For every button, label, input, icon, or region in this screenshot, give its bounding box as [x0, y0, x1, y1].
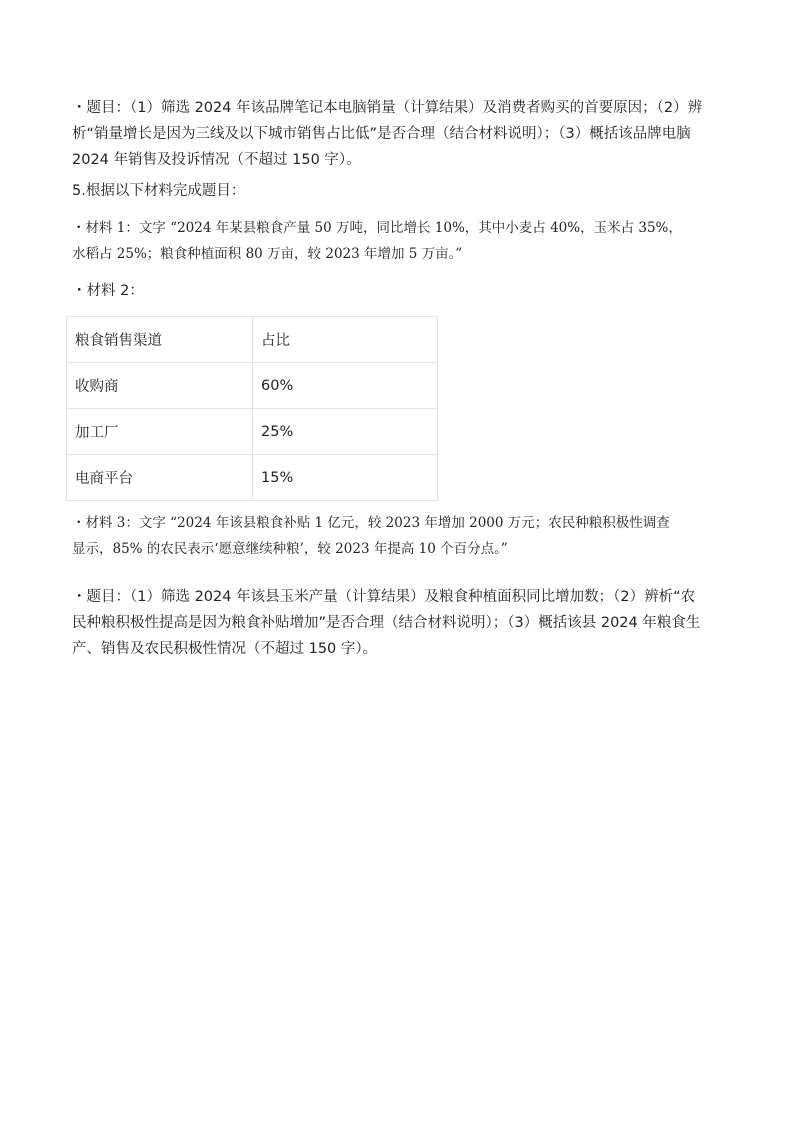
text-line: ・材料 3：文字 “2024 年该县粮食补贴 1 亿元，较 2023 年增加 2000 万元；农民种粮积极性调查	[72, 515, 670, 531]
text-line: ・题目：（1）筛选 2024 年该县玉米产量（计算结果）及粮食种植面积同比增加数；（2）辨析“农	[72, 589, 696, 605]
table-header-cell: 粮食销售渠道	[67, 317, 253, 363]
material-3	[72, 510, 728, 562]
label-text: ・材料 2：	[72, 283, 144, 299]
table-header-cell: 占比	[253, 317, 438, 363]
table-row	[67, 363, 438, 409]
question-4-prompt	[72, 95, 728, 173]
table-row	[67, 455, 438, 501]
table-row	[67, 409, 438, 455]
heading-text: 5.根据以下材料完成题目：	[72, 183, 246, 199]
table-cell: 加工厂	[67, 409, 253, 455]
text-line: 水稻占 25%；粮食种植面积 80 万亩，较 2023 年增加 5 万亩。”	[72, 246, 463, 262]
table-cell: 25%	[253, 409, 438, 455]
sales-channel-table	[66, 316, 438, 501]
question-5-prompt	[72, 584, 728, 662]
material-1	[72, 215, 728, 267]
text-line: 析“销量增长是因为三线及以下城市销售占比低”是否合理（结合材料说明）；（3）概括该品牌电脑	[72, 126, 691, 142]
table-cell: 60%	[253, 363, 438, 409]
section-5-heading	[72, 178, 728, 204]
text-line: 显示，85% 的农民表示‘愿意继续种粮’，较 2023 年提高 10 个百分点。”	[72, 541, 508, 557]
text-line: ・题目：（1）筛选 2024 年该品牌笔记本电脑销量（计算结果）及消费者购买的首要原因；（2）辨	[72, 100, 703, 116]
table-cell: 电商平台	[67, 455, 253, 501]
text-line: 民种粮积极性提高是因为粮食补贴增加”是否合理（结合材料说明）；（3）概括该县 2024 年粮食生	[72, 615, 701, 631]
table-cell: 15%	[253, 455, 438, 501]
text-line: 产、销售及农民积极性情况（不超过 150 字）。	[72, 641, 378, 657]
table-cell: 收购商	[67, 363, 253, 409]
table-header-row	[67, 317, 438, 363]
text-line: 2024 年销售及投诉情况（不超过 150 字）。	[72, 152, 361, 168]
material-2-label	[72, 278, 728, 304]
text-line: ・材料 1：文字 “2024 年某县粮食产量 50 万吨，同比增长 10%，其中小麦占 40%，玉米占 35%，	[72, 220, 682, 236]
